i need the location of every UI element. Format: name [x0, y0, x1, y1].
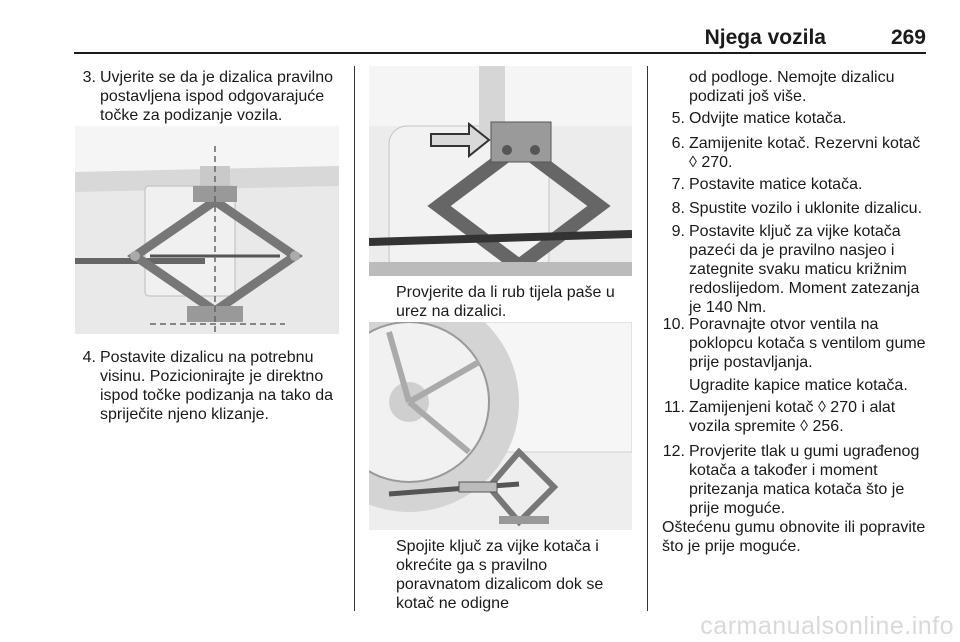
step-number: 9. — [671, 223, 685, 240]
step-10 — [661, 315, 927, 372]
step-11 — [661, 398, 927, 436]
figure-caption-wheel: Spojite ključ za vijke kotača i okrećite ga s pravilno poravnatom dizalicom dok se kotač ne odigne — [396, 538, 604, 612]
continuation-text: od podloge. Nemojte dizalicu podizati još više. — [689, 69, 895, 105]
page-header — [74, 20, 926, 54]
figure-jack-under-car — [75, 126, 339, 334]
step-12 — [661, 442, 925, 518]
note-text: Oštećenu gumu obnovite ili popravite što je prije moguće. — [662, 519, 926, 555]
column-divider-2 — [647, 66, 648, 611]
step-number: 7. — [671, 176, 685, 193]
column-divider-1 — [354, 66, 355, 611]
step-number: 11. — [663, 399, 685, 416]
page-number: 269 — [890, 26, 926, 49]
step-6 — [661, 134, 925, 172]
step-number: 6. — [671, 135, 685, 152]
step-8 — [661, 199, 925, 218]
figure-jack-wheel — [369, 322, 632, 530]
step-text: Spustite vozilo i uklonite dizalicu. — [689, 200, 923, 217]
step-number: 8. — [671, 200, 685, 217]
step-text: Odvijte matice kotača. — [689, 110, 847, 127]
step-9 — [661, 222, 925, 317]
step-number: 3. — [82, 69, 96, 86]
header-rule — [74, 52, 926, 54]
step-text: Uvjerite se da je dizalica pravilno postavljena ispod odgovarajuće točke za podizanje vozila. — [100, 69, 333, 124]
step-text: Ugradite kapice matice kotača. — [689, 377, 908, 394]
step-text: Poravnajte otvor ventila na poklopcu kotača s ventilom gume prije postavljanja. — [689, 316, 926, 371]
step-number: 5. — [671, 110, 685, 127]
step-text: Zamijenite kotač. Rezervni kotač ◊ 270. — [689, 135, 921, 171]
watermark: carmanualsonline.info — [700, 612, 954, 640]
step-7 — [661, 175, 925, 194]
step-number: 4. — [82, 349, 96, 366]
step-number: 12. — [662, 443, 685, 460]
step-text: Postavite ključ za vijke kotača pazeći da je pravilno nasjeo i zategnite svaku maticu križnim redoslijedom. Moment zatezanja je 140 Nm. — [689, 223, 920, 316]
section-title: Njega vozila — [704, 26, 826, 49]
figure-caption-notch: Provjerite da li rub tijela paše u urez na dizalici. — [396, 284, 615, 320]
step-10-extra — [661, 376, 927, 395]
step-5 — [661, 109, 925, 128]
step-text: Postavite matice kotača. — [689, 176, 863, 193]
step-text: Postavite dizalicu na potrebnu visinu. Pozicionirajte je direktno ispod točke podizanja na tako da spriječite njeno klizanje. — [100, 349, 334, 423]
figure-jack-notch — [369, 66, 632, 276]
step-4 — [72, 348, 344, 424]
step-text: Provjerite tlak u gumi ugrađenog kotača a također i moment pritezanja matica kotača što je prije moguće. — [689, 443, 920, 517]
step-3 — [72, 68, 342, 125]
step-text: Zamijenjeni kotač ◊ 270 i alat vozila spremite ◊ 256. — [689, 399, 896, 435]
step-number: 10. — [662, 316, 685, 333]
